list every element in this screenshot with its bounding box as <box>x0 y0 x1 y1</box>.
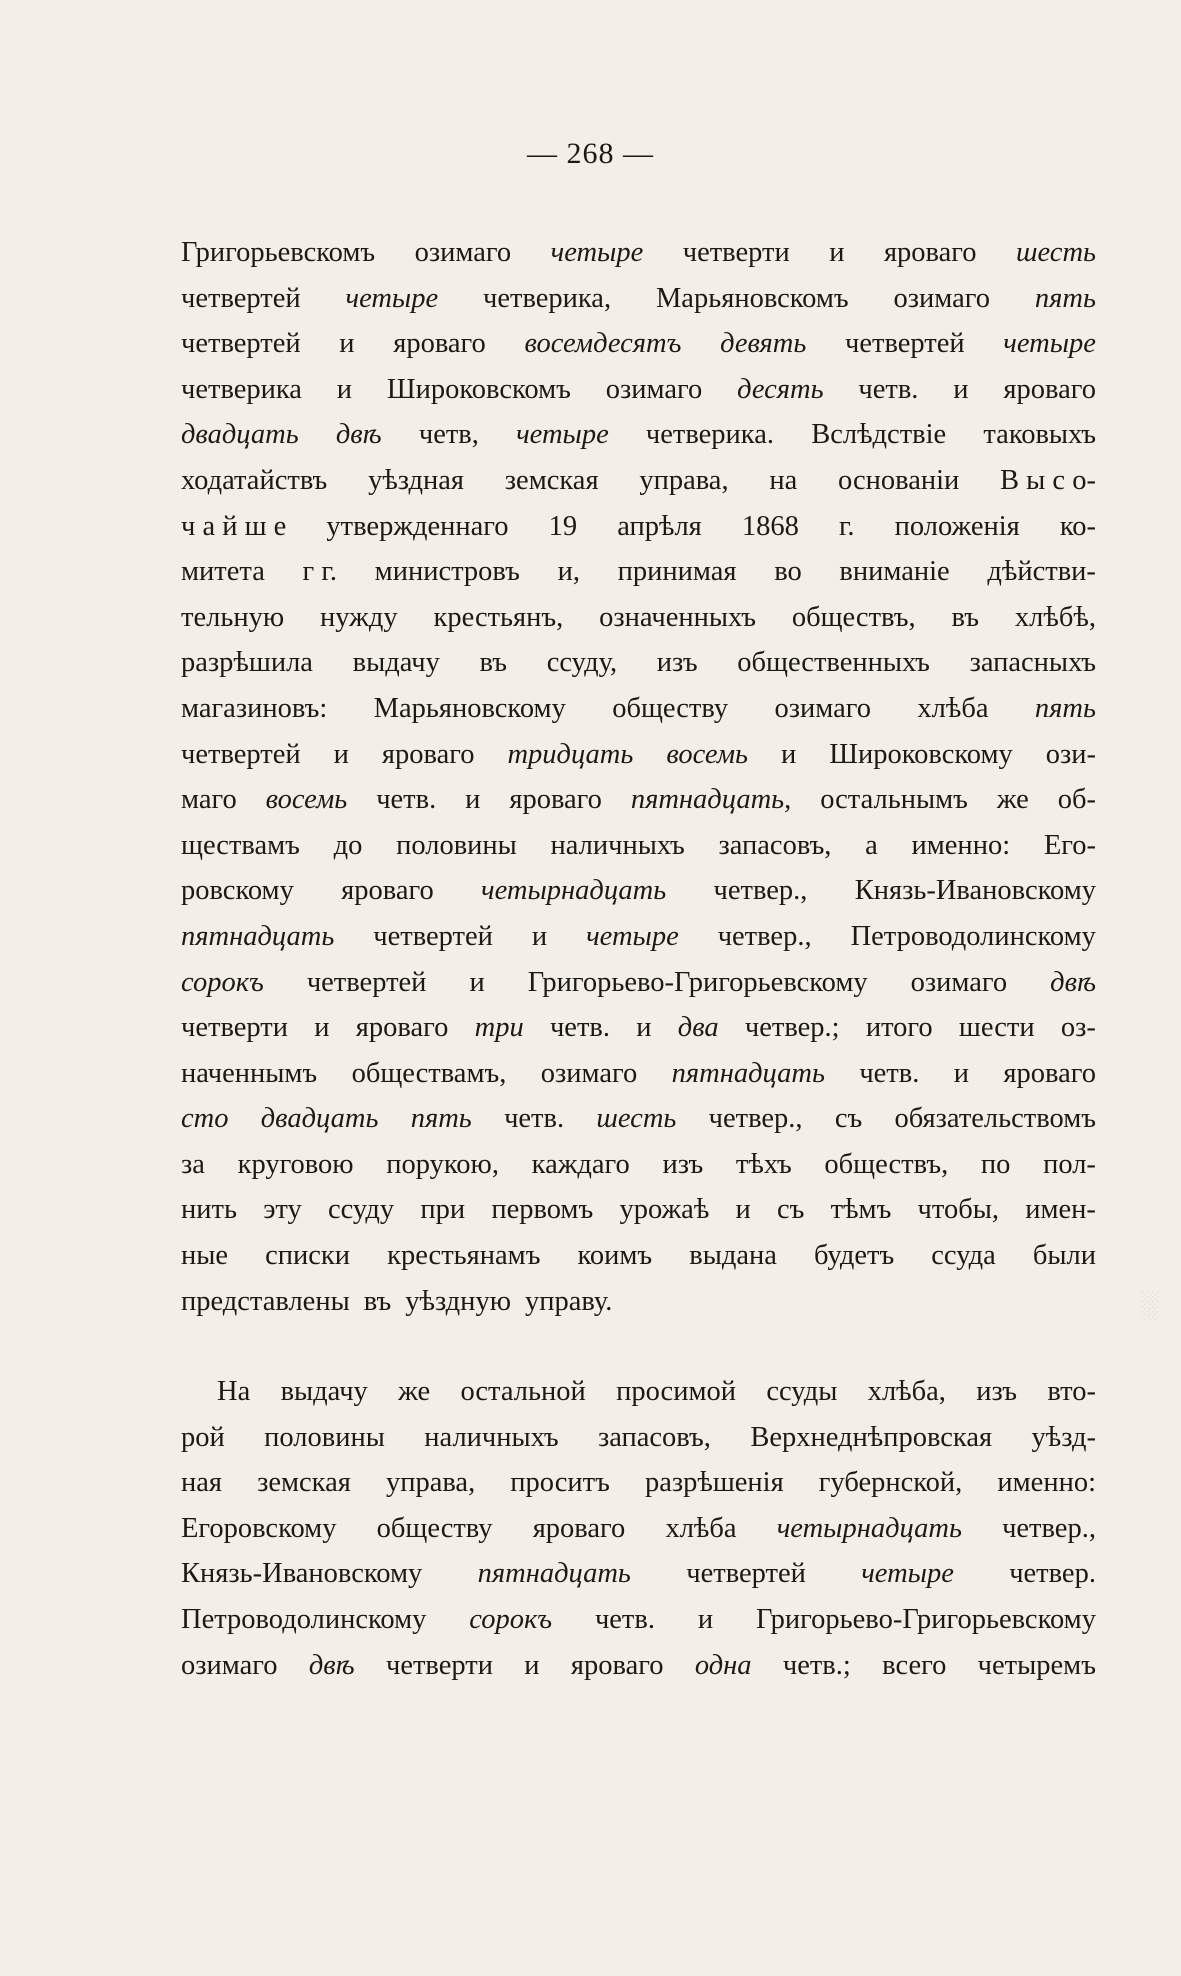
word: обществъ, <box>824 1148 949 1180</box>
word: четвертей <box>181 328 301 360</box>
word: 1868 <box>741 510 799 542</box>
paragraph-2 <box>181 1369 1096 1688</box>
italic-word: четыре <box>345 282 439 314</box>
word: остальной <box>460 1376 586 1407</box>
italic-word: пятнадцать <box>181 920 335 952</box>
word: итого <box>865 1012 933 1044</box>
word: списки <box>265 1240 351 1272</box>
word: и <box>531 920 548 952</box>
word: четвер., <box>708 1103 803 1135</box>
word: яроваго <box>1003 1057 1096 1089</box>
word: крестьянъ, <box>433 601 564 633</box>
word: изъ <box>656 647 698 679</box>
word: Широковскомъ <box>386 373 571 405</box>
word: круговою <box>237 1148 354 1180</box>
word: четыремъ <box>977 1649 1096 1681</box>
text-line <box>181 1279 1096 1325</box>
text-line <box>181 960 1096 1006</box>
word: положенія <box>894 510 1020 542</box>
text-line <box>181 1187 1096 1233</box>
word: Егоровскому <box>181 1512 337 1544</box>
word: Григорьево-Григорьевскому <box>527 966 868 998</box>
word: порукою, <box>386 1148 499 1180</box>
word: четв.; <box>782 1649 851 1681</box>
text-line <box>181 686 1096 732</box>
word: четвер. <box>1009 1558 1096 1590</box>
word: именно: <box>911 829 1011 861</box>
text-line <box>181 914 1096 960</box>
text-line <box>181 1369 1096 1415</box>
word: Князь-Ивановскому <box>181 1558 423 1590</box>
word: ч а й ш е <box>181 510 287 542</box>
word: съ <box>777 1194 805 1226</box>
word: остальнымъ <box>820 784 968 816</box>
word: изъ <box>976 1376 1018 1407</box>
word: въ <box>951 601 980 633</box>
word: хлѣбѣ, <box>1014 601 1096 633</box>
word: ко- <box>1059 510 1096 542</box>
word: дѣйстви- <box>987 556 1096 588</box>
word: вто- <box>1047 1376 1096 1407</box>
italic-word: тридцать <box>507 738 634 770</box>
word: магазиновъ: <box>181 692 328 724</box>
word: яроваго <box>355 1012 449 1044</box>
word: управа, <box>385 1467 476 1499</box>
text-line <box>181 1415 1096 1461</box>
italic-word: двадцать <box>181 419 299 451</box>
word: запасовъ, <box>718 829 832 861</box>
word: просимой <box>616 1376 736 1407</box>
word: выдачу <box>280 1376 368 1407</box>
word: уѣзд- <box>1031 1421 1096 1453</box>
italic-word: десять <box>737 373 824 405</box>
word: 19 <box>548 510 578 542</box>
text-line <box>181 777 1096 823</box>
word: по <box>980 1148 1011 1180</box>
word: озимаго <box>181 1649 278 1681</box>
word: яроваго <box>509 784 602 816</box>
text-line <box>181 276 1096 322</box>
word: ная <box>181 1467 223 1499</box>
word: ози- <box>1045 738 1096 770</box>
word: четверика, <box>483 282 612 314</box>
word: четв. <box>594 1603 655 1635</box>
word: митета <box>181 556 265 588</box>
word: и <box>780 738 797 770</box>
word: и <box>336 373 353 405</box>
word: четв. <box>504 1103 565 1135</box>
word: во <box>774 556 802 588</box>
word: тельную <box>181 601 285 633</box>
word: урожаѣ <box>619 1194 710 1226</box>
word: означенныхъ <box>599 601 756 633</box>
text-line <box>181 1233 1096 1279</box>
italic-word: пять <box>1034 692 1096 724</box>
word: обязательствомъ <box>894 1103 1096 1135</box>
word: четв, <box>418 419 479 451</box>
word: Его- <box>1043 829 1096 861</box>
word: и <box>953 373 969 405</box>
word: ссуду, <box>546 647 618 679</box>
word: Марьяновскомъ <box>655 282 849 314</box>
word: ссуду <box>327 1194 395 1226</box>
word: г. <box>838 510 855 542</box>
italic-word: двѣ <box>335 419 382 451</box>
word: чтобы, <box>917 1194 999 1226</box>
word: основаніи <box>838 464 960 496</box>
word: маго <box>181 784 237 816</box>
word: представлены <box>181 1285 350 1317</box>
word: четвертей <box>373 920 493 952</box>
word: и <box>465 784 481 816</box>
italic-word: четыре <box>516 419 609 451</box>
word: управу. <box>524 1285 613 1317</box>
word: апрѣля <box>617 510 702 542</box>
text-line <box>181 595 1096 641</box>
word: В ы с о- <box>1000 464 1096 496</box>
italic-word: шесть <box>596 1103 677 1135</box>
word: половины <box>396 829 517 861</box>
word: половины <box>264 1421 385 1453</box>
word: озимаго <box>414 237 512 268</box>
italic-word: четыре <box>1003 328 1096 360</box>
word: четв. <box>858 373 919 405</box>
word: обществъ, <box>791 601 916 633</box>
word: хлѣба, <box>867 1376 946 1407</box>
word: эту <box>263 1194 302 1226</box>
italic-word: четырнадцать <box>776 1512 962 1544</box>
word: разрѣшила <box>181 647 313 679</box>
word: въ <box>363 1285 392 1317</box>
italic-word: шесть <box>1016 237 1096 268</box>
word: Широковскому <box>829 738 1013 770</box>
word: министровъ <box>374 556 520 588</box>
word: при <box>420 1194 466 1226</box>
word: и <box>339 328 355 360</box>
italic-word: пятнадцать, <box>630 784 792 816</box>
word: на <box>769 464 798 496</box>
word: наличныхъ <box>424 1421 559 1453</box>
text-line <box>181 868 1096 914</box>
word: земская <box>504 464 599 496</box>
word: разрѣшенія <box>644 1467 784 1499</box>
show-through-text: ░ <box>1141 1290 1160 1319</box>
word: четв. <box>549 1012 610 1044</box>
word: запасовъ, <box>597 1421 711 1453</box>
word: и <box>314 1012 330 1044</box>
text-line <box>181 1597 1096 1643</box>
word: четв. <box>376 784 437 816</box>
word: были <box>1032 1240 1096 1272</box>
word: четвертей <box>181 738 301 770</box>
text-line <box>181 1460 1096 1506</box>
word: всего <box>882 1649 947 1681</box>
italic-word: четыре <box>550 237 644 268</box>
word: уѣздная <box>368 464 465 496</box>
italic-word: сорокъ <box>181 966 264 998</box>
word: выдана <box>689 1240 777 1272</box>
page-number: — 268 — <box>527 137 654 170</box>
word: же <box>996 784 1029 816</box>
word: съ <box>834 1103 863 1135</box>
text-line <box>181 504 1096 550</box>
word: На <box>217 1376 251 1407</box>
word: г г. <box>302 556 337 588</box>
word: четвертей <box>686 1558 806 1590</box>
text-line <box>181 367 1096 413</box>
word: четвертей <box>306 966 427 998</box>
text-line <box>181 732 1096 778</box>
italic-word: восемдесятъ <box>524 328 682 360</box>
word: и <box>469 966 485 998</box>
word: имен- <box>1025 1194 1096 1226</box>
word: четвертей <box>845 328 965 360</box>
word: а <box>865 829 878 861</box>
word: шести <box>958 1012 1035 1044</box>
italic-word: два <box>677 1012 719 1044</box>
word: четверти <box>682 237 790 268</box>
word: и <box>333 738 349 770</box>
word: тѣмъ <box>830 1194 892 1226</box>
word: четвер., <box>1002 1512 1096 1544</box>
word: рой <box>181 1421 225 1453</box>
word: запасныхъ <box>969 647 1096 679</box>
word: изъ <box>662 1148 704 1180</box>
word: выдачу <box>352 647 440 679</box>
word: ществамъ <box>181 829 300 861</box>
word: четвер., <box>713 875 808 907</box>
italic-word: четыре <box>861 1558 954 1590</box>
word: проситъ <box>510 1467 610 1499</box>
word: ные <box>181 1240 229 1272</box>
word: общественныхъ <box>737 647 930 679</box>
italic-word: пять <box>1034 282 1096 314</box>
word: таковыхъ <box>983 419 1096 451</box>
word: обществу <box>612 692 729 724</box>
word: губернской, <box>818 1467 963 1499</box>
text-line <box>181 1005 1096 1051</box>
word: до <box>333 829 363 861</box>
word: тѣхъ <box>735 1148 792 1180</box>
italic-word: восемь <box>666 738 748 770</box>
word: ходатайствъ <box>181 464 328 496</box>
word: и <box>829 237 845 268</box>
italic-word: пятнадцать <box>671 1057 825 1089</box>
word: озимаго <box>540 1057 638 1089</box>
word: и, <box>557 556 580 588</box>
text-line <box>181 458 1096 504</box>
word: озимаго <box>910 966 1008 998</box>
word: Петроводолинскому <box>850 920 1096 952</box>
text-line <box>181 1051 1096 1097</box>
italic-word: двадцать <box>260 1103 379 1135</box>
word: озимаго <box>605 373 703 405</box>
word: Григорьево-Григорьевскому <box>756 1603 1096 1635</box>
word: четвер., <box>717 920 812 952</box>
text-line <box>181 1142 1096 1188</box>
word: Вслѣдствіе <box>811 419 947 451</box>
word: яроваго <box>1003 373 1096 405</box>
word: ссуды <box>766 1376 838 1407</box>
word: Григорьевскомъ <box>181 237 376 268</box>
word: принимая <box>617 556 737 588</box>
word: крестьянамъ <box>387 1240 541 1272</box>
word: утвержденнаго <box>326 510 509 542</box>
word: и <box>735 1194 751 1226</box>
word: и <box>953 1057 969 1089</box>
italic-word: сто <box>181 1103 229 1135</box>
word: и <box>697 1603 714 1635</box>
word: нужду <box>320 601 398 633</box>
word: именно: <box>997 1467 1096 1499</box>
word: Верхнеднѣпровская <box>750 1421 993 1453</box>
word: пол- <box>1043 1148 1096 1180</box>
word: четверти <box>181 1012 288 1044</box>
text-line <box>181 1096 1096 1142</box>
word: земская <box>257 1467 351 1499</box>
word: четверика. <box>645 419 774 451</box>
text-line <box>181 823 1096 869</box>
italic-word: одна <box>694 1649 752 1681</box>
word: въ <box>479 647 508 679</box>
text-line <box>181 1506 1096 1552</box>
text-line <box>181 1551 1096 1597</box>
italic-word: двѣ <box>308 1649 355 1681</box>
word: Князь-Ивановскому <box>854 875 1096 907</box>
word: четверти <box>385 1649 493 1681</box>
italic-word: сорокъ <box>469 1603 553 1635</box>
italic-word: четыре <box>586 920 679 952</box>
italic-word: три <box>474 1012 524 1044</box>
italic-word: девять <box>720 328 807 360</box>
word: будетъ <box>813 1240 895 1272</box>
word: уѣздную <box>405 1285 511 1317</box>
word: Петроводолинскому <box>181 1603 427 1635</box>
paragraph-1 <box>181 230 1096 1324</box>
word: яроваго <box>532 1512 626 1544</box>
word: четвер.; <box>744 1012 840 1044</box>
word: наченнымъ <box>181 1057 318 1089</box>
word: хлѣба <box>665 1512 737 1544</box>
word: первомъ <box>491 1194 594 1226</box>
text-line <box>181 549 1096 595</box>
word: четверика <box>181 373 302 405</box>
word: и <box>524 1649 540 1681</box>
word: же <box>398 1376 431 1407</box>
word: обществамъ, <box>351 1057 507 1089</box>
text-line <box>181 640 1096 686</box>
word: управа, <box>639 464 729 496</box>
word: хлѣба <box>917 692 989 724</box>
word: каждаго <box>531 1148 630 1180</box>
italic-word: восемь <box>265 784 348 816</box>
word: коимъ <box>577 1240 653 1272</box>
word: яроваго <box>883 237 977 268</box>
word: наличныхъ <box>550 829 685 861</box>
word: четв. <box>859 1057 920 1089</box>
word: яроваго <box>341 875 434 907</box>
word: оз- <box>1060 1012 1096 1044</box>
word: ровскому <box>181 875 294 907</box>
word: четвертей <box>181 282 301 314</box>
text-line <box>181 230 1096 276</box>
word: ссуда <box>931 1240 996 1272</box>
word: об- <box>1057 784 1096 816</box>
italic-word: пять <box>410 1103 472 1135</box>
word: за <box>181 1148 205 1180</box>
word: яроваго <box>393 328 486 360</box>
word: озимаго <box>774 692 871 724</box>
word: яроваго <box>381 738 475 770</box>
word: нить <box>181 1194 237 1226</box>
word: вниманіе <box>839 556 950 588</box>
italic-word: двѣ <box>1050 966 1096 998</box>
word: озимаго <box>893 282 990 314</box>
italic-word: пятнадцать <box>477 1558 631 1590</box>
text-line <box>181 1643 1096 1689</box>
word: Марьяновскому <box>373 692 566 724</box>
word: и <box>636 1012 652 1044</box>
italic-word: четырнадцать <box>481 875 667 907</box>
word: обществу <box>376 1512 493 1544</box>
word: яроваго <box>570 1649 664 1681</box>
text-line <box>181 321 1096 367</box>
text-line <box>181 412 1096 458</box>
